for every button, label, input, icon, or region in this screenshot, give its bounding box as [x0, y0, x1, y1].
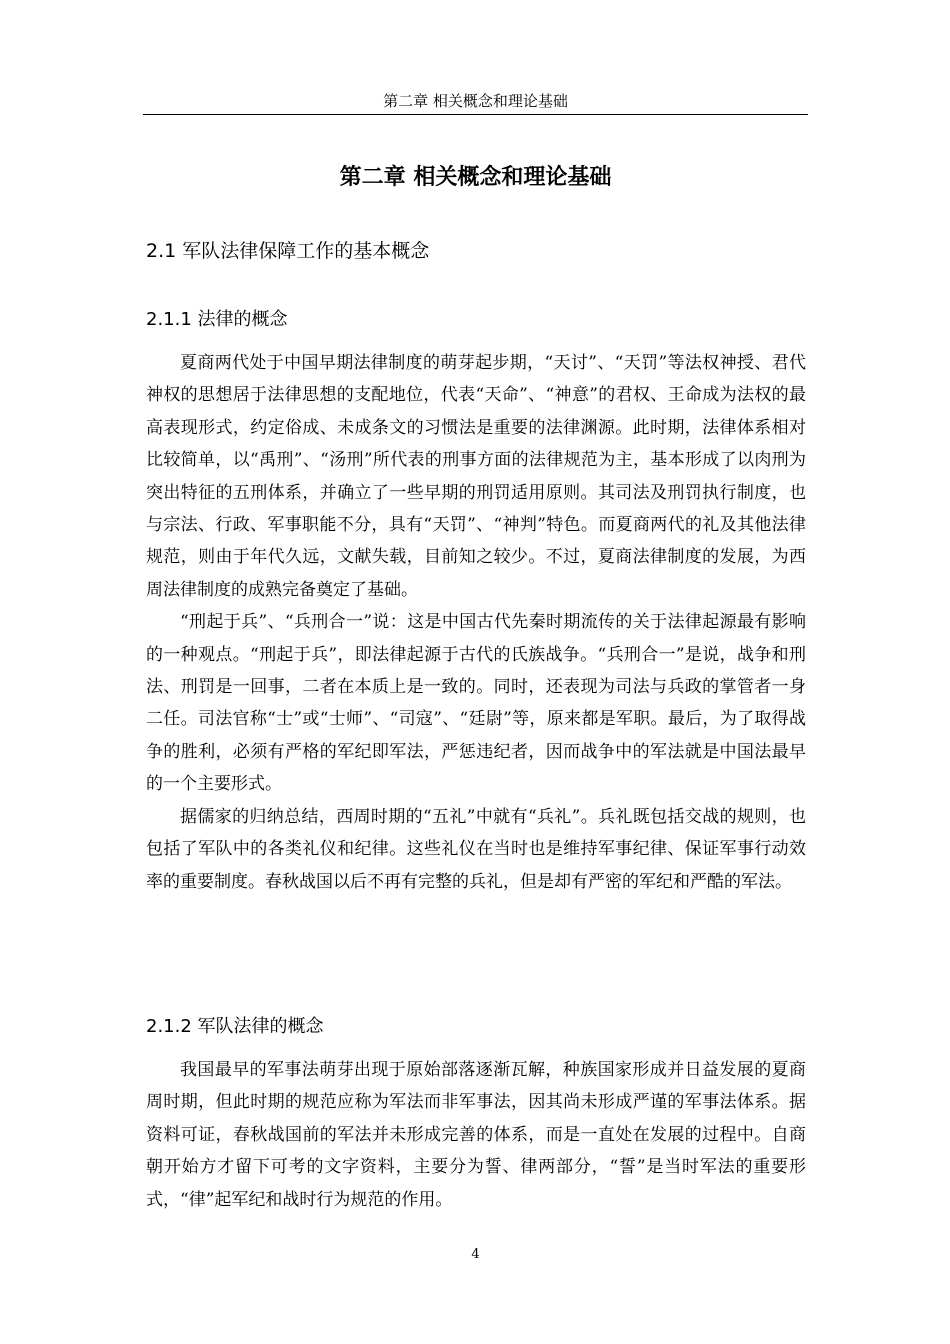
body-paragraph: 据儒家的归纳总结，西周时期的“五礼”中就有“兵礼”。兵礼既包括交战的规则，也包括了军队中的各类礼仪和纪律。这些礼仪在当时也是维持军事纪律、保证军事行动效率的重要制度。春秋战国以后不再有完整的兵礼，但是却有严密的军纪和严酷的军法。	[146, 806, 806, 892]
body-paragraph: 夏商两代处于中国早期法律制度的萌芽起步期，“天讨”、“天罚”等法权神授、君代神权的思想居于法律思想的支配地位，代表“天命”、“神意”的君权、王命成为法权的最高表现形式，约定俗成、未成条文的习惯法是重要的法律渊源。此时期，法律体系相对比较简单，以“禹刑”、“汤刑”所代表的刑事方面的法律规范为主，基本形成了以肉刑为突出特征的五刑体系，并确立了一些早期的刑罚适用原则。其司法及刑罚执行制度，也与宗法、行政、军事职能不分，具有“天罚”、“神判”特色。而夏商两代的礼及其他法律规范，则由于年代久远，文献失载，目前知之较少。不过，夏商法律制度的发展，为西周法律制度的成熟完备奠定了基础。	[146, 353, 806, 600]
chapter-title: 第二章 相关概念和理论基础	[339, 165, 612, 190]
body-paragraph: “刑起于兵”、“兵刑合一”说：这是中国古代先秦时期流传的关于法律起源最有影响的一种观点。“刑起于兵”，即法律起源于古代的氏族战争。“兵刑合一”是说，战争和刑法、刑罚是一回事，二者在本质上是一致的。同时，还表现为司法与兵政的掌管者一身二任。司法官称“士”或“士师”、“司寇”、“廷尉”等，原来都是军职。最后，为了取得战争的胜利，必须有严格的军纪即军法，严惩违纪者，因而战争中的军法就是中国法最早的一个主要形式。	[146, 612, 806, 795]
page-number: 4	[471, 1247, 480, 1262]
running-header: 第二章 相关概念和理论基础	[143, 90, 808, 115]
section-heading: 2.1 军队法律保障工作的基本概念	[146, 240, 430, 262]
subsection-heading-2-1-1: 2.1.1 法律的概念	[146, 309, 288, 330]
body-paragraph: 我国最早的军事法萌芽出现于原始部落逐渐瓦解，种族国家形成并日益发展的夏商周时期，但此时期的规范应称为军法而非军事法，因其尚未形成严谨的军事法体系。据资料可证，春秋战国前的军法并未形成完善的体系，而是一直处在发展的过程中。自商朝开始方才留下可考的文字资料，主要分为誓、律两部分，“誓”是当时军法的重要形式，“律”起军纪和战时行为规范的作用。	[146, 1060, 806, 1210]
subsection-body-2-1-1	[146, 347, 806, 898]
subsection-heading-2-1-2: 2.1.2 军队法律的概念	[146, 1016, 324, 1037]
subsection-body-2-1-2	[146, 1054, 806, 1216]
